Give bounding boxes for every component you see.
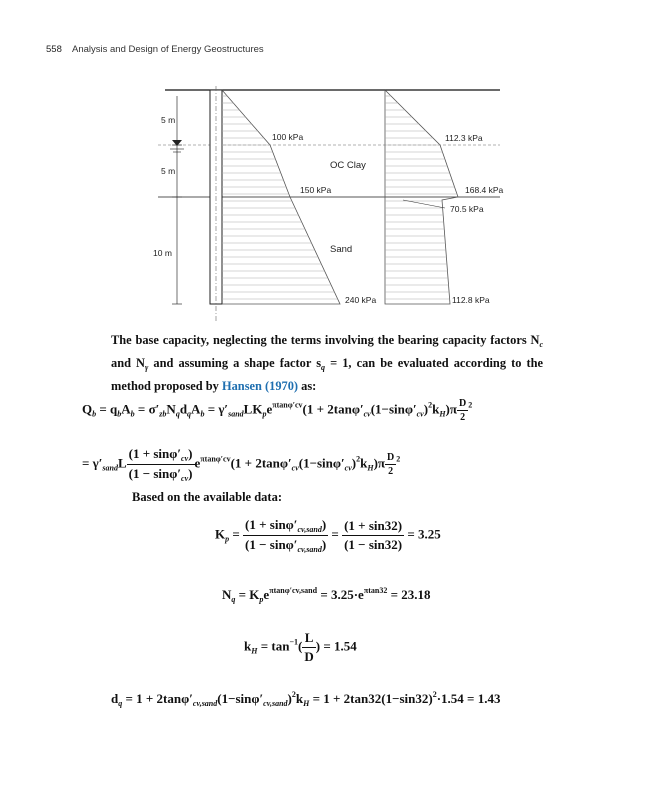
depth-label-3: 10 m [153,248,172,258]
para-text-1: The base capacity, neglecting the terms involving the bearing capacity factors N [111,333,540,347]
depth-label-1: 5 m [161,115,176,125]
right-pressure-3: 70.5 kPa [450,204,484,214]
page-number: 558 [46,44,62,55]
left-pressure-2: 150 kPa [300,185,332,195]
based-on-heading: Based on the available data: [132,490,283,504]
right-pressure-2: 168.4 kPa [465,185,504,195]
right-pressure-1: 112.3 kPa [445,133,483,143]
para-text-2: and N [111,356,145,370]
layer-label-clay: OC Clay [330,160,366,171]
equation-kh: $k_H = \tan^{-1}$( $\frac{L}{D}$ ) = 1.54 [244,630,357,664]
equation-kp: $K_p$ = $\frac{(1 + \sin\varphi'_{cv,sand})}{(1 - \sin\varphi'_{cv,sand})}$ = $\frac{(1 + \sin 32)}{(1 - \sin 32)}$ = 3.25 [215,517,441,554]
nq-exponent: πtan32 [363,586,388,595]
sq-subscript: q [321,363,326,372]
body-paragraph [111,331,543,395]
dq-mid: = 1 + 2tan32(1−sin32) [312,691,433,706]
nc-subscript: c [539,340,543,349]
book-title: Analysis and Design of Energy Geostructures [71,44,264,55]
hansen-reference-link[interactable]: Hansen (1970) [221,379,299,393]
layer-label-sand: Sand [330,244,353,255]
kh-result: = 1.54 [323,638,357,654]
equation-dq: $d_q = 1 + 2\tan\varphi'_{cv,sand}(1-\sin\varphi'_{cv,sand})^2k_H = 1 + 2\tan 32(1-\sin 32)^2\cdot 1.54 = 1.43$ [111,690,501,708]
left-pressure-1: 100 kPa [272,132,304,142]
equation-qb-expanded: = $\gamma'_{sand}L$ $\frac{(1 + \sin\varphi'_{cv})}{(1 - \sin\varphi'_{cv})}$ $e^{\pi tan\varphi'cv}(1 + 2\tan\varphi'_{cv}(1-\sin\varphi'_{cv})^2k_H)\pi$ $\frac{D}{2}$ $^2$ [82,446,401,483]
para-text-3: and assuming a shape factor s [148,356,322,370]
para-text-4: = 1, can be evaluated according to the method proposed by [111,356,543,393]
pressure-diagram [0,0,648,330]
nq-mid: = 3.25·e [320,587,364,602]
depth-label-2: 5 m [161,166,176,176]
equation-qb: $Q_b = q_bA_b = \sigma'_{zb}N_qd_qA_b = \gamma'_{sand}LK_pe^{\pi tan\varphi'cv}(1 + 2\tan\varphi'_{cv}(1-\sin\varphi'_{cv})^2k_H)\pi$ $\frac{D}{2}$ $^2$ [82,398,473,423]
ngamma-subscript: γ [145,363,149,372]
equation-nq: $N_q = K_pe^{\pi tan\varphi'cv,sand} = 3.25\cdot e^{\pi tan32} = 23.18$ [222,586,431,604]
kp-result: = 3.25 [407,526,441,542]
nq-result: = 23.18 [390,587,431,602]
left-pressure-3: 240 kPa [345,295,377,305]
para-text-5: as: [298,379,317,393]
dq-result: ·1.54 = 1.43 [436,691,501,706]
right-pressure-4: 112.8 kPa [452,295,490,305]
